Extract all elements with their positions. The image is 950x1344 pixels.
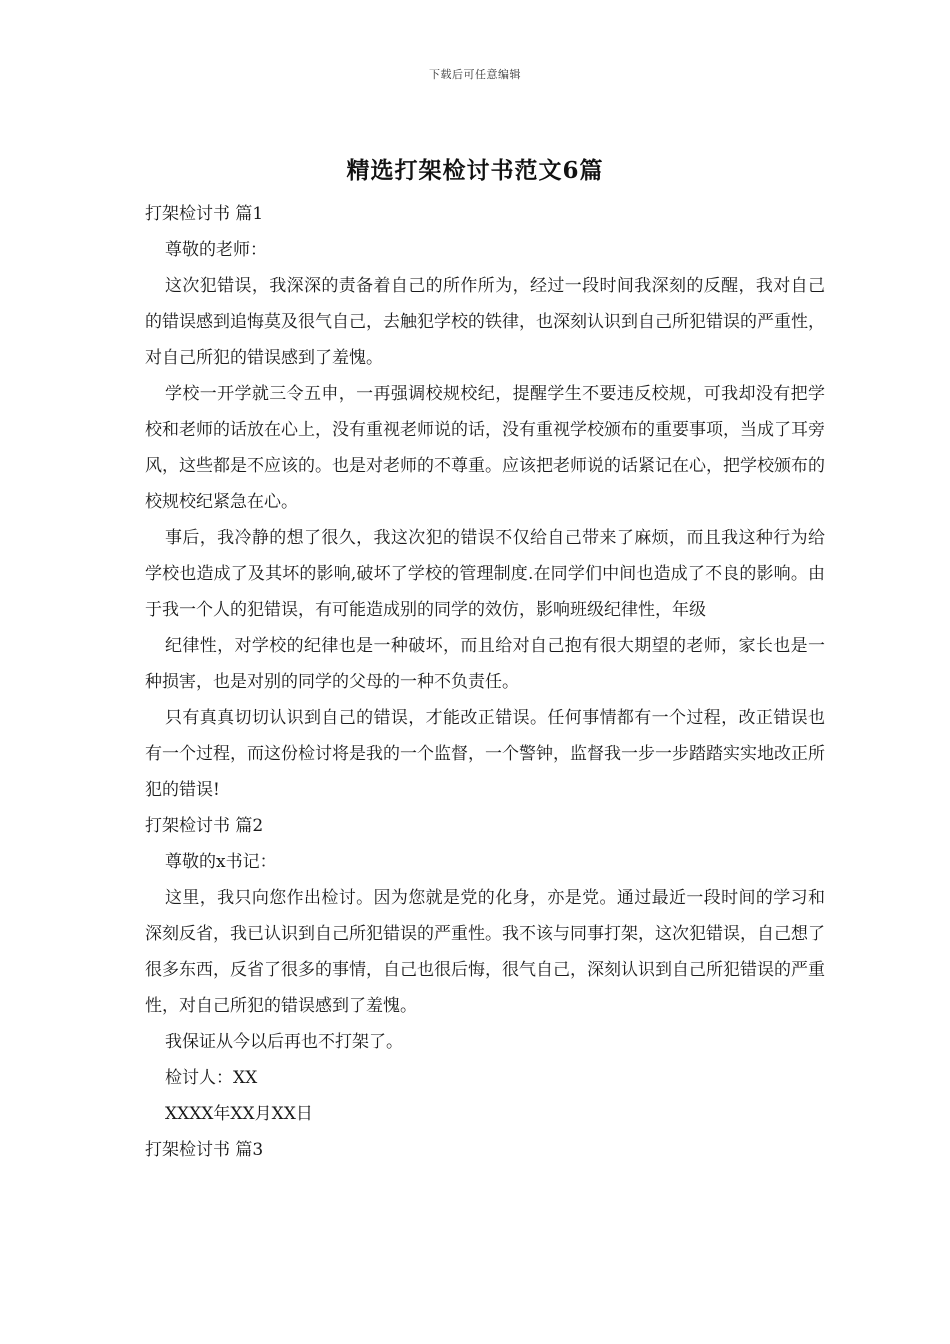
- document-title: 精选打架检讨书范文6篇: [346, 157, 604, 184]
- paragraph: 纪律性，对学校的纪律也是一种破坏，而且给对自己抱有很大期望的老师，家长也是一种损害，也是对别的同学的父母的一种不负责任。: [145, 636, 825, 692]
- section-heading: 打架检讨书 篇2: [145, 816, 264, 836]
- paragraph: 事后，我冷静的想了很久，我这次犯的错误不仅给自己带来了麻烦，而且我这种行为给学校也造成了及其坏的影响,破坏了学校的管理制度.在同学们中间也造成了不良的影响。由于我一个人的犯错误，有可能造成别的同学的效仿，影响班级纪律性，年级: [145, 528, 825, 620]
- paragraph: 这次犯错误，我深深的责备着自己的所作所为，经过一段时间我深刻的反醒，我对自己的错误感到追悔莫及很气自己，去触犯学校的铁律，也深刻认识到自己所犯错误的严重性，对自己所犯的错误感到了羞愧。: [145, 276, 825, 368]
- signature-line: 检讨人：XX: [165, 1068, 258, 1088]
- salutation: 尊敬的x书记：: [165, 852, 277, 872]
- section-heading: 打架检讨书 篇3: [145, 1140, 264, 1160]
- header-note: 下载后可任意编辑: [429, 68, 521, 81]
- section-heading: 打架检讨书 篇1: [145, 204, 264, 224]
- section-3: [145, 1132, 825, 1168]
- paragraph: 我保证从今以后再也不打架了。: [165, 1032, 403, 1052]
- paragraph: 只有真真切切认识到自己的错误，才能改正错误。任何事情都有一个过程，改正错误也有一个过程，而这份检讨将是我的一个监督，一个警钟，监督我一步一步踏踏实实地改正所犯的错误!: [145, 708, 825, 800]
- section-2: [145, 808, 825, 1132]
- section-1: [145, 196, 825, 808]
- date-line: XXXX年XX月XX日: [165, 1104, 313, 1124]
- paragraph: 学校一开学就三令五申，一再强调校规校纪，提醒学生不要违反校规，可我却没有把学校和老师的话放在心上，没有重视老师说的话，没有重视学校颁布的重要事项，当成了耳旁风，这些都是不应该的。也是对老师的不尊重。应该把老师说的话紧记在心，把学校颁布的校规校纪紧急在心。: [145, 384, 825, 512]
- paragraph: 这里，我只向您作出检讨。因为您就是党的化身，亦是党。通过最近一段时间的学习和深刻反省，我已认识到自己所犯错误的严重性。我不该与同事打架，这次犯错误，自己想了很多东西，反省了很多的事情，自己也很后悔，很气自己，深刻认识到自己所犯错误的严重性，对自己所犯的错误感到了羞愧。: [145, 888, 825, 1016]
- document-body: [145, 196, 825, 1168]
- salutation: 尊敬的老师：: [165, 240, 267, 260]
